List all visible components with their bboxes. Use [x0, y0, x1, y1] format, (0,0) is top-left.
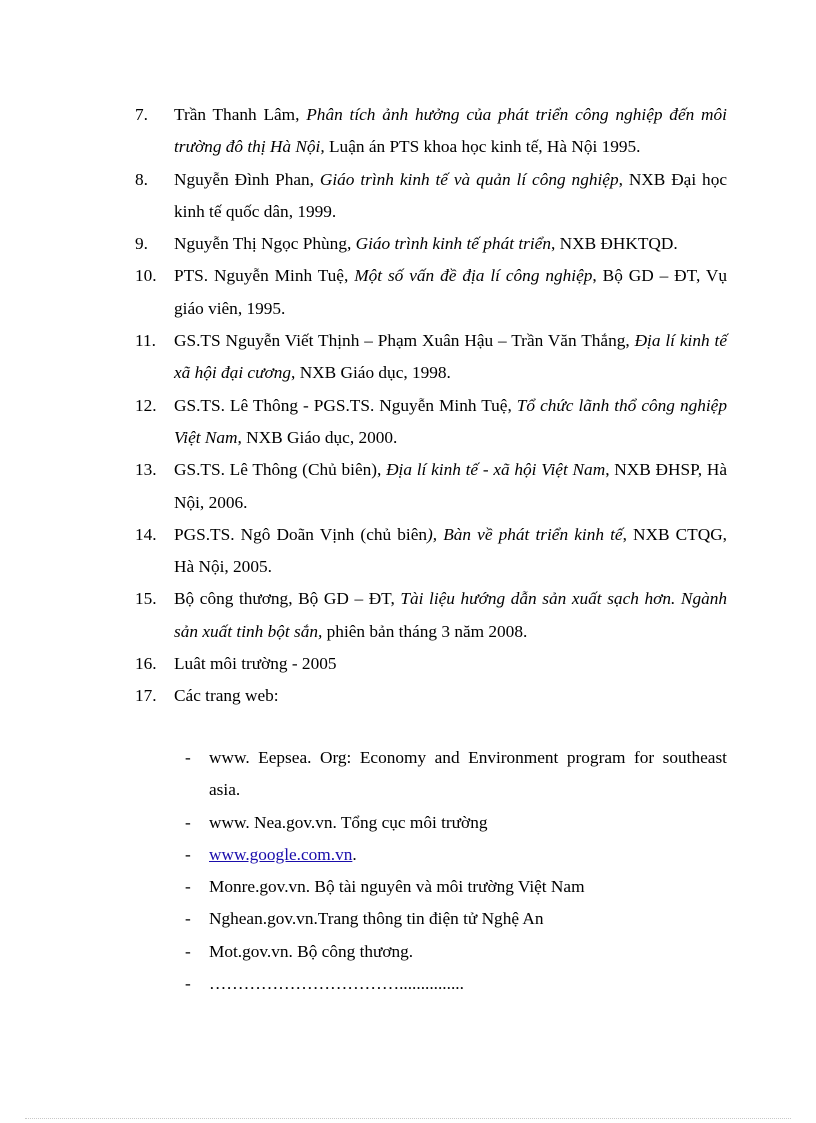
reference-text: GS.TS. Lê Thông (Chủ biên), Địa lí kinh tế - xã hội Việt Nam, NXB ĐHSP, Hà Nội, 2006. — [174, 460, 727, 512]
reference-item — [135, 648, 727, 680]
reference-item — [135, 454, 727, 519]
reference-number: 17. — [135, 686, 157, 706]
reference-title: Tài liệu hướng dẫn sản xuất sạch hơn. Ngành sản xuất tinh bột sắn, — [174, 589, 728, 641]
website-item — [185, 742, 727, 807]
website-text: Nghean.gov.vn.Trang thông tin điện tử Nghệ An — [209, 909, 544, 929]
website-item — [185, 936, 727, 968]
reference-title: Giáo trình kinh tế và quản lí công nghiệp — [319, 169, 619, 189]
reference-item — [135, 228, 727, 260]
list-dash: - — [185, 941, 191, 961]
reference-title: Địa lí kinh tế - xã hội Việt Nam — [386, 460, 606, 480]
reference-title: Tổ chức lãnh thổ công nghiệp Việt Nam — [174, 395, 727, 447]
reference-number: 13. — [135, 460, 157, 480]
reference-item — [135, 164, 727, 229]
reference-item — [135, 325, 727, 390]
reference-text: Nguyễn Thị Ngọc Phùng, Giáo trình kinh tế phát triển, NXB ĐHKTQD. — [174, 234, 678, 254]
reference-list — [135, 99, 727, 713]
list-dash: - — [185, 748, 191, 767]
reference-text: PTS. Nguyễn Minh Tuệ, Một số vấn đề địa lí công nghiệp, Bộ GD – ĐT, Vụ giáo viên, 1995. — [174, 266, 727, 318]
reference-number: 16. — [135, 654, 157, 674]
reference-text: Luât môi trường - 2005 — [174, 654, 337, 674]
reference-text: Trần Thanh Lâm, Phân tích ảnh hưởng của phát triển công nghiệp đến môi trường đô thị Hà Nội, Luận án PTS khoa học kinh tế, Hà Nội 1995. — [174, 105, 727, 157]
reference-item — [135, 99, 727, 164]
reference-title: Phân tích ảnh hưởng của phát triển công nghiệp đến môi trường đô thị Hà Nội, — [174, 105, 727, 157]
list-dash: - — [185, 812, 191, 832]
reference-title: Một số vấn đề địa lí công nghiệp — [354, 266, 593, 286]
reference-text: Nguyễn Đình Phan, Giáo trình kinh tế và quản lí công nghiệp, NXB Đại học kinh tế quốc dân, 1999. — [174, 169, 728, 221]
reference-text: GS.TS Nguyễn Viết Thịnh – Phạm Xuân Hậu – Trần Văn Thắng, Địa lí kinh tế xã hội đại cương, NXB Giáo dục, 1998. — [174, 331, 727, 383]
reference-number: 8. — [135, 169, 148, 189]
website-item — [185, 968, 727, 1000]
reference-text: Bộ công thương, Bộ GD – ĐT, Tài liệu hướng dẫn sản xuất sạch hơn. Ngành sản xuất tinh bột sắn, phiên bản tháng 3 năm 2008. — [174, 589, 728, 641]
list-dash: - — [185, 844, 191, 864]
reference-number: 9. — [135, 234, 148, 254]
website-text: www.google.com.vn. — [209, 844, 357, 864]
reference-item — [135, 680, 727, 712]
reference-number: 15. — [135, 589, 157, 609]
reference-item — [135, 583, 727, 648]
reference-text: GS.TS. Lê Thông - PGS.TS. Nguyễn Minh Tuệ, Tổ chức lãnh thổ công nghiệp Việt Nam, NXB Giáo dục, 2000. — [174, 395, 727, 447]
list-dash: - — [185, 877, 191, 897]
reference-number: 12. — [135, 395, 157, 415]
website-text: Mot.gov.vn. Bộ công thương. — [209, 941, 414, 961]
reference-item — [135, 260, 727, 325]
website-item — [185, 871, 727, 903]
reference-text: Các trang web: — [174, 686, 279, 706]
google-link[interactable]: www.google.com.vn — [209, 844, 353, 864]
reference-title: Địa lí kinh tế xã hội đại cương — [174, 331, 727, 383]
website-text: Monre.gov.vn. Bộ tài nguyên và môi trường Việt Nam — [209, 877, 585, 897]
reference-number: 11. — [135, 331, 156, 351]
website-text: www. Nea.gov.vn. Tổng cục môi trường — [209, 812, 488, 832]
website-text: www. Eepsea. Org: Economy and Environment program for southeast asia. — [209, 748, 727, 800]
reference-title: ), Bàn về phát triển kinh tế — [427, 524, 623, 544]
website-item — [185, 839, 727, 871]
website-list — [185, 742, 727, 1000]
list-dash: - — [185, 974, 191, 994]
reference-number: 7. — [135, 105, 148, 124]
website-text: ……………………………............... — [209, 974, 464, 994]
reference-item — [135, 390, 727, 455]
reference-number: 14. — [135, 524, 157, 544]
page-bottom-divider — [25, 1118, 791, 1119]
reference-number: 10. — [135, 266, 157, 286]
list-dash: - — [185, 909, 191, 929]
website-item — [185, 807, 727, 839]
website-item — [185, 903, 727, 935]
reference-item — [135, 519, 727, 584]
reference-title: Giáo trình kinh tế phát triển — [355, 234, 551, 254]
reference-text: PGS.TS. Ngô Doãn Vịnh (chủ biên), Bàn về phát triển kinh tế, NXB CTQG, Hà Nội, 2005. — [174, 524, 728, 577]
